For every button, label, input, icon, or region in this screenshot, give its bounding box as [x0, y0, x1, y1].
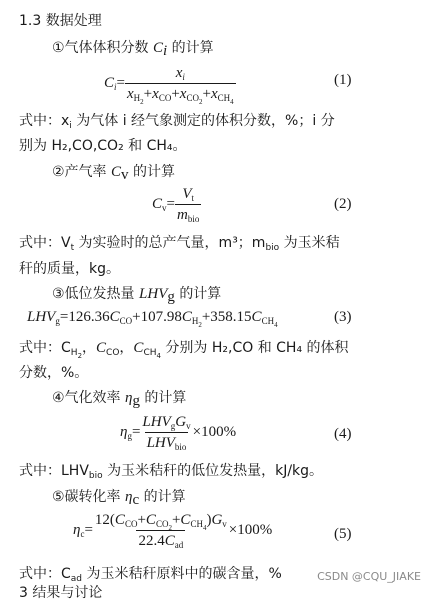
desc-eq5-line1: 式中：$C_{ad}$ 为玉米秸秆原料中的碳含量，% [19, 566, 282, 584]
watermark: CSDN @CQU_JIAKE [317, 570, 421, 583]
heading-carbon-conversion: ⑤碳转化率 $\eta_c$ 的计算 [52, 489, 186, 508]
equation-2: $C_v=$ $\frac{V_t}{m_{bio}}$ [152, 186, 200, 224]
equation-3: $LHV_g=126.36C_{CO}+107.98C_{H_2}+358.15C_{CH_4}$ [27, 309, 278, 329]
heading-gas-volume-fraction: ①气体体积分数 $C_i$ 的计算 [52, 40, 214, 59]
desc-eq2-line2: 秆的质量，kg。 [19, 261, 120, 277]
equation-4: $\eta_g=$ $\frac{LHV_gG_v}{LHV_{bio}}$ ×100% [120, 414, 237, 452]
equation-4-number: (4) [334, 426, 352, 442]
equation-1: $C_i=$ $\frac{x_i}{x_{H_2}+x_{CO}+x_{CO_2}+x_{CH_4}}$ [104, 65, 234, 106]
equation-1-number: (1) [334, 72, 352, 88]
equation-5: $\eta_c=$ $\frac{12(C_{CO}+C_{CO_2}+C_{CH_4})G_v}{22.4C_{ad}}$ ×100% [73, 512, 273, 550]
next-section-fragment: 3 结果与讨论 [19, 585, 103, 601]
heading-lower-heating-value: ③低位发热量 $LHV_g$ 的计算 [52, 286, 222, 305]
equation-5-number: (5) [334, 526, 352, 542]
desc-eq4-line1: 式中：$LHV_{bio}$ 为玉米秸秆的低位发热量，kJ/kg。 [19, 463, 324, 481]
heading-gas-yield: ②产气率 $C_v$ 的计算 [52, 164, 175, 183]
desc-eq3-line2: 分数，%。 [19, 365, 89, 381]
desc-eq1-line2: 别为 H₂,CO,CO₂ 和 CH₄。 [19, 138, 187, 154]
section-title: 1.3 数据处理 [19, 13, 102, 29]
heading-gasification-efficiency: ④气化效率 $\eta_g$ 的计算 [52, 390, 187, 409]
equation-2-number: (2) [334, 196, 352, 212]
desc-eq2-line1: 式中：$V_t$ 为实验时的总产气量，m³；$m_{bio}$ 为玉米秸 [19, 235, 340, 253]
desc-eq3-line1: 式中：$C_{H_2}$，$C_{CO}$，$C_{CH_4}$ 分别为 H₂,CO 和 CH₄ 的体积 [19, 340, 349, 360]
desc-eq1-line1: 式中：$x_i$ 为气体 i 经气象测定的体积分数，%；i 分 [19, 113, 335, 131]
equation-3-number: (3) [334, 309, 352, 325]
